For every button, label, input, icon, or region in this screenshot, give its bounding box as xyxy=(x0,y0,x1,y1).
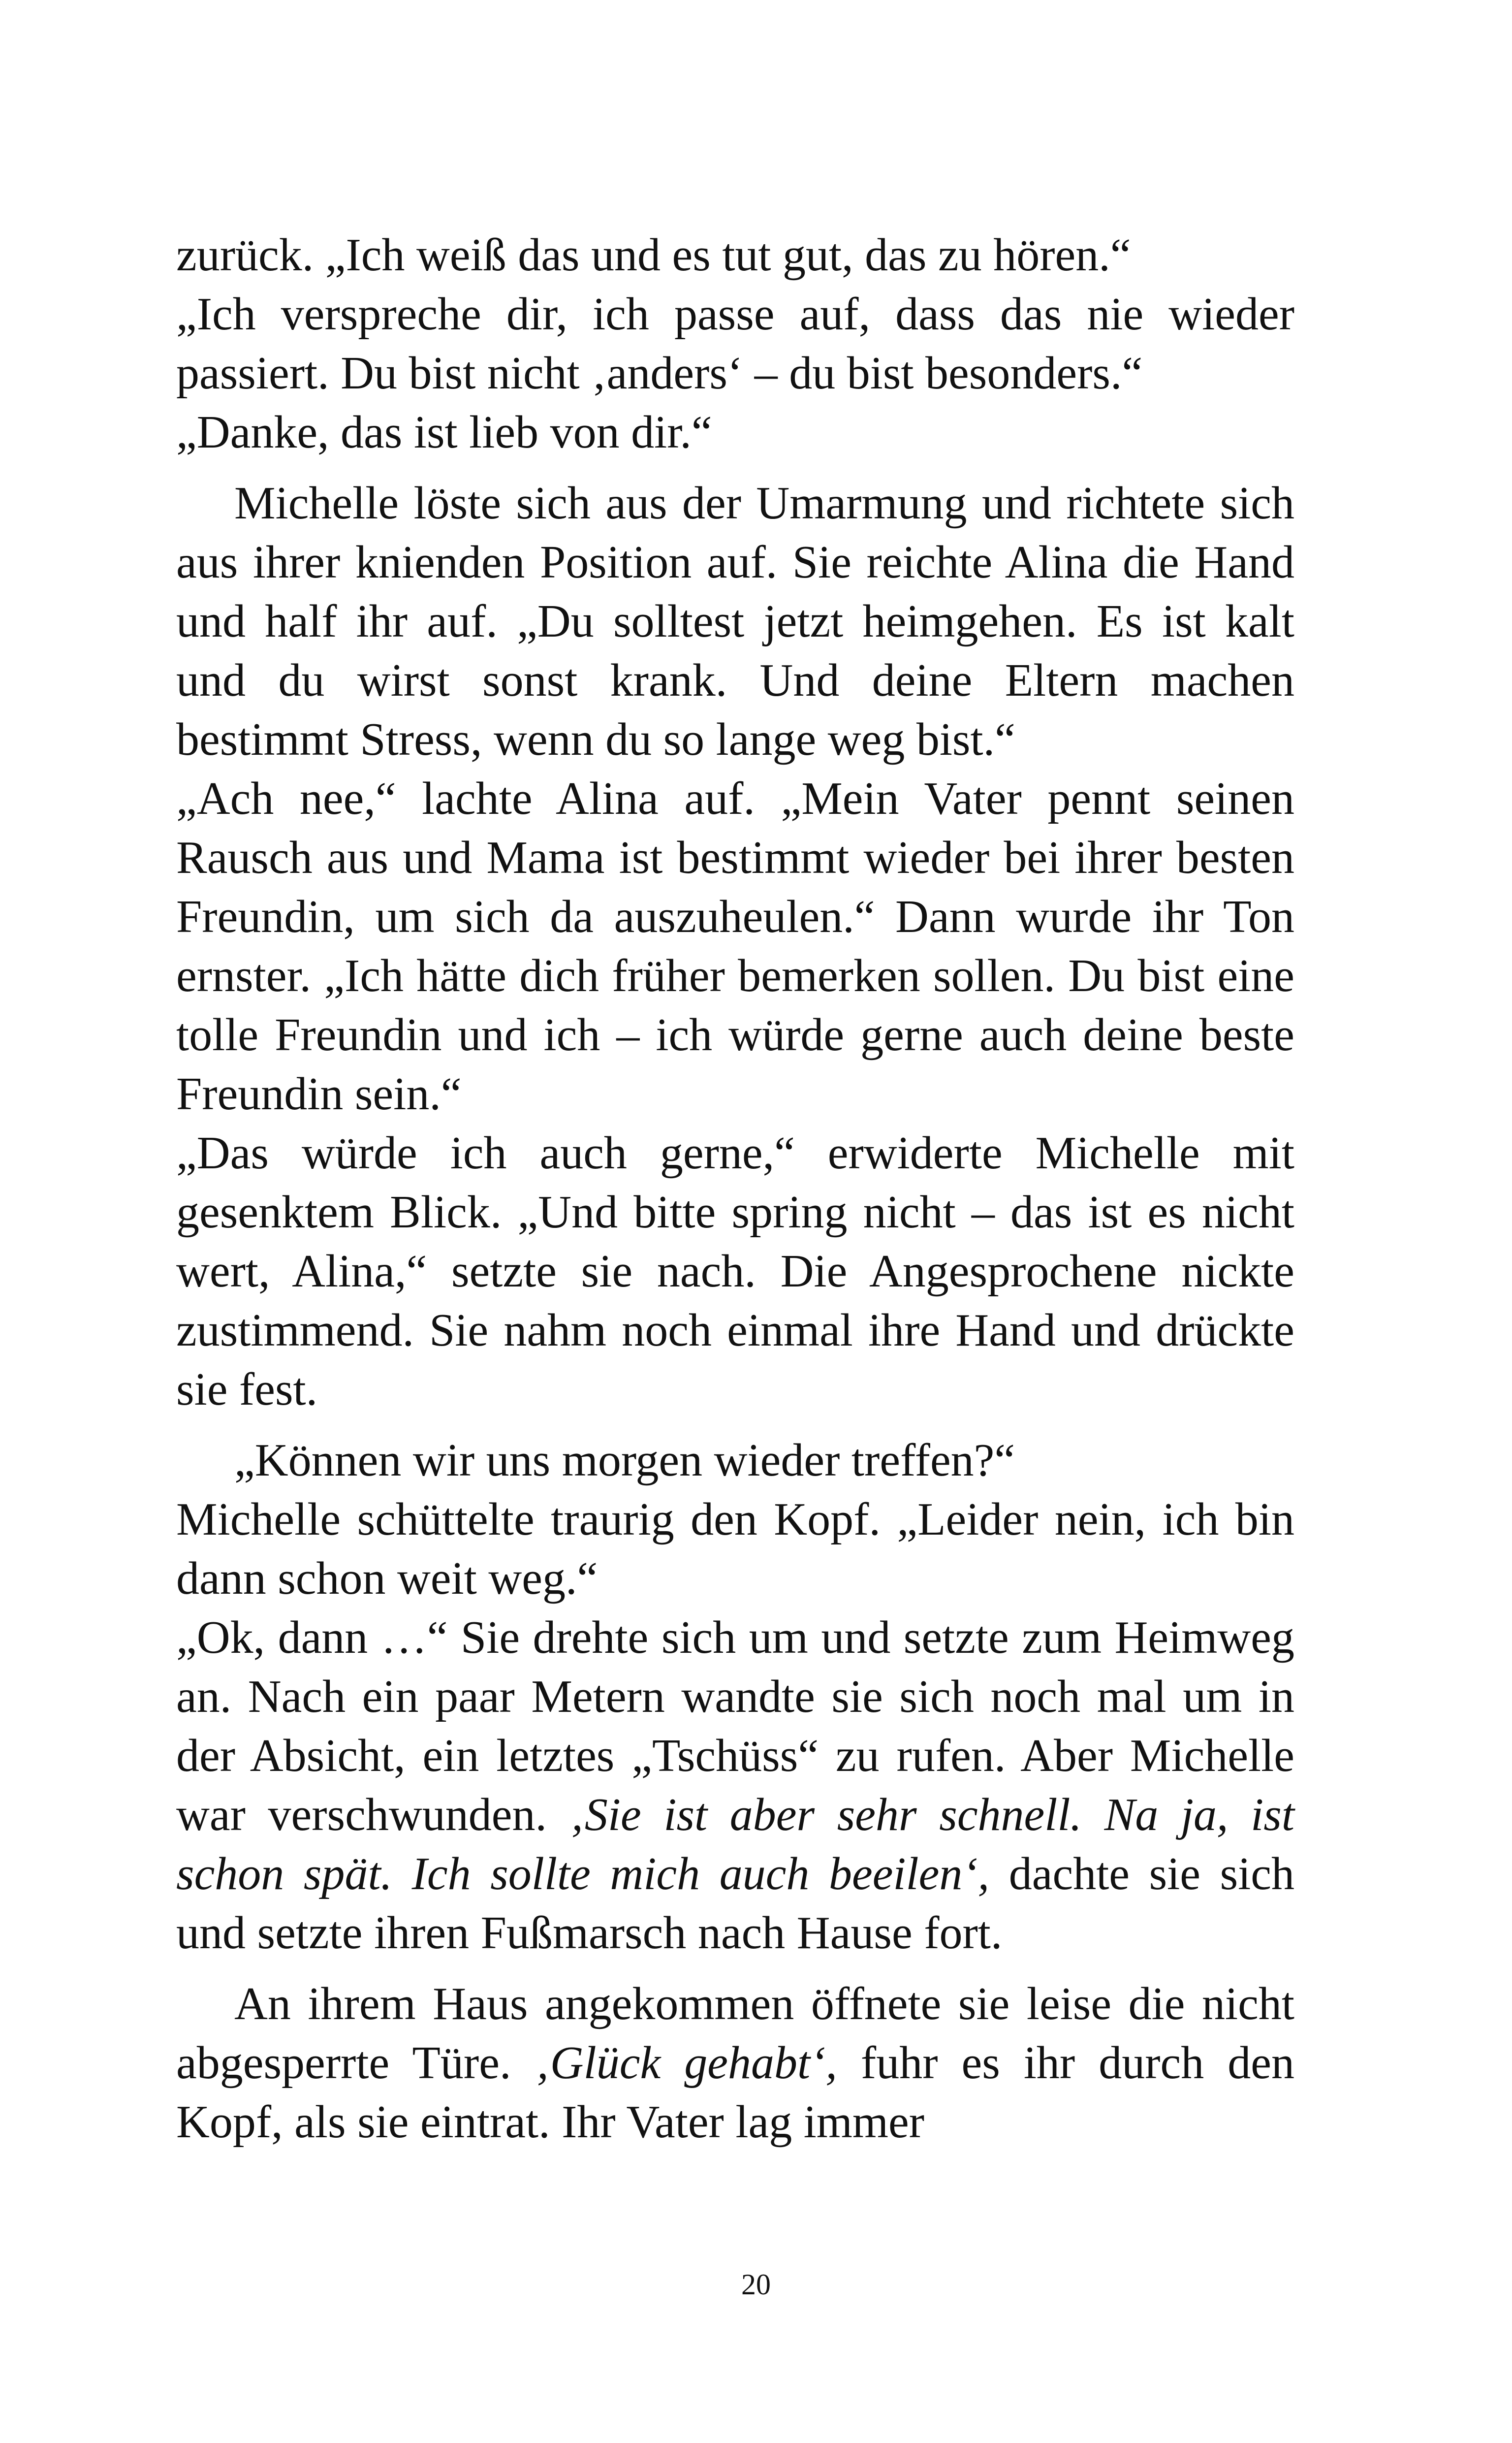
italic-thought-text: ‚Glück gehabt‘, xyxy=(535,2037,837,2089)
paragraph-p7 xyxy=(176,1431,1294,1490)
paragraph-p10 xyxy=(176,1974,1294,2152)
italic-thought-text: ‚Sie ist aber sehr schnell. Na ja, ist schon spät. Ich sollte mich auch beeilen‘, xyxy=(176,1789,1294,1899)
paragraph-text: „Ok, dann …“ Sie drehte sich um und setzte zum Heimweg an. Nach ein paar Metern wandte sie sich noch mal um in der Absicht, ein letztes „Tschüss“ zu rufen. Aber Michelle war verschwunden. xyxy=(176,1612,1294,1840)
paragraph-text: „Danke, das ist lieb von dir.“ xyxy=(176,407,712,458)
paragraph-text: „Können wir uns morgen wieder treffen?“ xyxy=(234,1435,1015,1486)
paragraph-p5 xyxy=(176,769,1294,1124)
page-number: 20 xyxy=(741,2268,771,2301)
paragraph-text: „Das würde ich auch gerne,“ erwiderte Michelle mit gesenktem Blick. „Und bitte spring nicht – das ist es nicht wert, Alina,“ setzte sie nach. Die Angesprochene nickte zustimmend. Sie nahm noch einmal ihre Hand und drückte sie fest. xyxy=(176,1127,1294,1415)
paragraph-text: Michelle schüttelte traurig den Kopf. „Leider nein, ich bin dann schon weit weg.“ xyxy=(176,1494,1294,1604)
paragraph-text: fuhr es ihr durch den Kopf, als sie eintrat. Ihr Vater lag immer xyxy=(176,2037,1295,2148)
paragraph-p6 xyxy=(176,1124,1294,1419)
paragraph-p1 xyxy=(176,225,1294,285)
paragraph-p9 xyxy=(176,1608,1294,1962)
paragraph-text: Michelle löste sich aus der Umarmung und richtete sich aus ihrer knienden Position auf. Sie reichte Alina die Hand und half ihr auf. „Du solltest jetzt heimgehen. Es ist kalt und du wirst sonst krank. Und deine Eltern machen bestimmt Stress, wenn du so lange weg bist.“ xyxy=(176,478,1294,765)
paragraph-text: „Ich verspreche dir, ich passe auf, dass das nie wieder passiert. Du bist nicht ‚anders‘ – du bist besonders.“ xyxy=(176,289,1294,399)
paragraph-p2 xyxy=(176,285,1294,403)
paragraph-text: An ihrem Haus angekommen öffnete sie leise die nicht abgesperrte Türe. xyxy=(176,1978,1294,2089)
paragraph-p8 xyxy=(176,1490,1294,1608)
paragraph-p4 xyxy=(176,474,1294,769)
paragraph-text: dachte sie sich und setzte ihren Fußmarsch nach Hause fort. xyxy=(176,1848,1294,1959)
paragraph-text: „Ach nee,“ lachte Alina auf. „Mein Vater pennt seinen Rausch aus und Mama ist bestimmt wieder bei ihrer besten Freundin, um sich da auszuheulen.“ Dann wurde ihr Ton ernster. „Ich hätte dich früher bemerken sollen. Du bist eine tolle Freundin und ich – ich würde gerne auch deine beste Freundin sein.“ xyxy=(176,773,1294,1120)
paragraph-p3 xyxy=(176,403,1294,462)
paragraph-text: zurück. „Ich weiß das und es tut gut, das zu hören.“ xyxy=(176,229,1131,281)
body-text xyxy=(176,225,1294,2152)
